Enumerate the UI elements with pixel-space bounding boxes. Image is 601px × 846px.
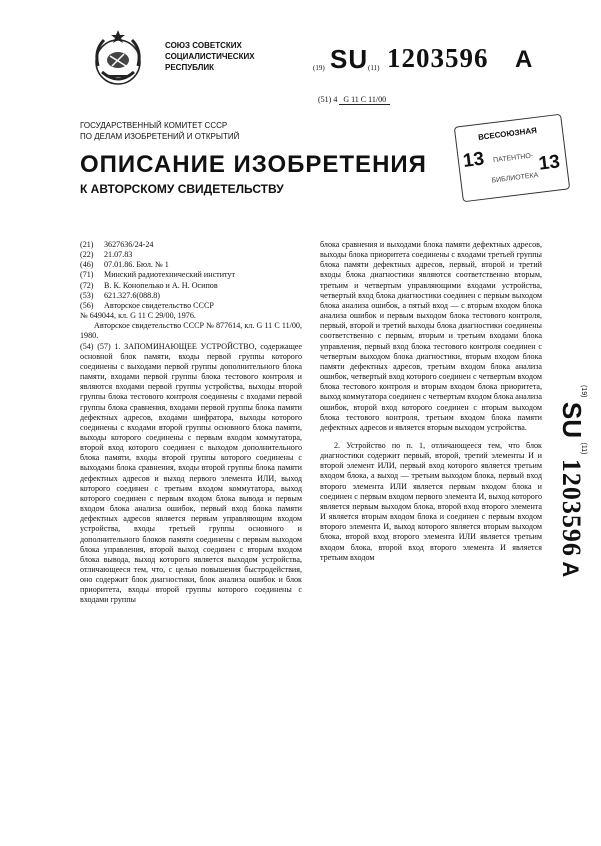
committee-line: ПО ДЕЛАМ ИЗОБРЕТЕНИЙ И ОТКРЫТИЙ <box>80 132 240 141</box>
biblio-code: (72) <box>80 280 94 290</box>
document-title: ОПИСАНИЕ ИЗОБРЕТЕНИЯ <box>80 151 427 178</box>
inid-code-11: (11) <box>368 64 380 72</box>
biblio-text: Минский радиотехнический институт <box>104 270 236 280</box>
state-emblem <box>84 26 152 94</box>
claim-1-paragraph: (54) (57) 1. ЗАПОМИНАЮЩЕЕ УСТРОЙСТВО, содержащее основной блок памяти, входы первой группы которого соединены с выходами первой группы дополнительного блока памяти, входами первой группы блока тестового контроля и являются входами первой группы устройства, выходы второй группы блока тестового контроля соединены с входами первой группы блока сравнения, входами первой группы блока памяти дефектных адресов, входами шифратора, выходы которого соединены с входами второй группы основного блока памяти, выходы которого соединены с первым входом коммутатора, второй вход которого соединен с выходом дополнительного блока памяти, входы второй группы которого соединены с выходами блока сравнения, входы второй группы блока памяти дефектных адресов и выход первого элемента ИЛИ, выход которого соединен с третьим входом коммутатора, выход которого соединен с первым входом блока вывода и первым входом блока анализа ошибок, первый вход блока памяти дефектных адресов является первым управляющим входом устройства, входы третьей группы основного и дополнительного блоков памяти соединены с первым выходом блока управления, второй выход соединен с вторым входом блока вывода, выход которого является выходом устройства, отличающееся тем, что, с целью повышения быстродействия, оно содержит блок диагностики, блок анализа ошибок и блок приоритета, входы второй группы которого соединены с входами группы <box>80 341 302 605</box>
right-column <box>320 240 542 563</box>
side-number: 1203596 <box>557 458 586 557</box>
side-kind: A <box>558 561 583 578</box>
biblio-text: 21.07.83 <box>104 250 133 260</box>
biblio-text: 621.327.6(088.8) <box>104 290 160 300</box>
biblio-code: (22) <box>80 250 94 260</box>
biblio-text: 07.01.86. Бюл. № 1 <box>104 260 169 270</box>
side-country-code: SU <box>557 401 587 439</box>
reference-paragraph: № 649044, кл. G 11 С 29/00, 1976. <box>80 311 196 321</box>
stamp-right-number: 13 <box>537 151 562 175</box>
ipc-code-label: (51) 4 <box>318 95 338 104</box>
country-code: SU <box>330 44 369 74</box>
ipc-classification <box>318 95 390 105</box>
biblio-item <box>80 260 302 270</box>
document-kind: A <box>515 46 533 73</box>
committee-line: ГОСУДАРСТВЕННЫЙ КОМИТЕТ СССР <box>80 121 228 130</box>
side-inid-code-11: (11) <box>580 442 587 455</box>
left-column <box>80 240 302 606</box>
side-inid-code-19: (19) <box>580 385 587 398</box>
claim-1-continuation: блока сравнения и выходами блока памяти дефектных адресов, выходы блока приоритета соединены с входами третьей группы блока памяти дефектных адресов, первый, второй и третий входы блока диагностики являются соответственно вторым, третьим и четвертым управляющими входами устройства, четвертый вход блока диагностики соединен с первым выходом блока анализа ошибок, а пятый вход — с вторым входом блока анализа ошибок и первым выходом блока тестового контроля, первый, второй и третий выходы блока диагностики соединены соответственно с первым, вторым и третьим входами блока управления, первый вход блока тестового контроля соединен с четвертым выходом блока диагностики, вторым входом блока памяти дефектных адресов, третьим входом блока анализа ошибок, четвертый вход которого соединен с четвертым входом блока тестового контроля и вторым входом блока приоритета, выход коммутатора соединен с четвертым входом блока анализа ошибок, второй вход которого соединен с вторым выходом блока тестового контроля, третьим входом блока памяти дефектных адресов и является вторым выходом устройства. <box>320 240 542 432</box>
biblio-item <box>80 301 302 311</box>
biblio-item <box>80 281 302 291</box>
biblio-code: (53) <box>80 290 94 300</box>
bibliographic-list <box>80 240 302 311</box>
library-stamp <box>454 114 570 203</box>
claim-2-paragraph: 2. Устройство по п. 1, отличающееся тем, что блок диагностики содержит первый, второй, третий элементы И и второй элемент ИЛИ, первый вход которого является третьим входом блока, а выход — третьим выходом блока, первый вход второго элемента ИЛИ является первым входом блока и соединен с первым входом первого элемента И, выход которого является первым выходом блока, второй вход второго элемента И является вторым входом блока и соединен с первым входом второго элемента И, выход которого является вторым выходом блока, второй вход второго элемента ИЛИ является третьим входом блока, второй вход второго элемента И является третьим входом <box>320 440 542 562</box>
document-subtitle: К АВТОРСКОМУ СВИДЕТЕЛЬСТВУ <box>80 182 284 196</box>
side-patent-number-text <box>556 385 587 577</box>
reference-paragraph: Авторское свидетельство СССР № 877614, кл. G 11 С 11/00, 1980. <box>80 321 302 341</box>
org-line: РЕСПУБЛИК <box>165 63 214 72</box>
biblio-code: (21) <box>80 240 94 249</box>
emblem-icon <box>84 26 152 94</box>
biblio-text: В. К. Конопелько и А. Н. Осипов <box>104 280 218 290</box>
org-line: СОЮЗ СОВЕТСКИХ <box>165 41 242 50</box>
side-patent-number <box>545 385 595 655</box>
stamp-top-text: ВСЕСОЮЗНАЯ <box>477 125 538 142</box>
issuing-country <box>165 40 295 73</box>
biblio-item <box>80 250 302 260</box>
biblio-item <box>80 291 302 301</box>
inid-code-19: (19) <box>313 64 325 72</box>
biblio-code: (56) <box>80 300 94 310</box>
biblio-code: (71) <box>80 270 94 280</box>
biblio-item <box>80 240 302 250</box>
stamp-bottom-text: БИБЛИОТЕКА <box>491 171 539 185</box>
biblio-item <box>80 270 302 280</box>
ipc-value: G 11 C 11/00 <box>339 95 390 105</box>
biblio-text: 3627636/24-24 <box>104 240 154 249</box>
org-line: СОЦИАЛИСТИЧЕСКИХ <box>165 52 255 61</box>
stamp-left-number: 13 <box>461 148 486 172</box>
biblio-code: (46) <box>80 260 94 270</box>
stamp-mid-text: ПАТЕНТНО- <box>492 152 534 165</box>
patent-number: 1203596 <box>387 43 489 73</box>
biblio-text: Авторское свидетельство СССР <box>104 300 214 310</box>
committee-name <box>80 120 310 142</box>
